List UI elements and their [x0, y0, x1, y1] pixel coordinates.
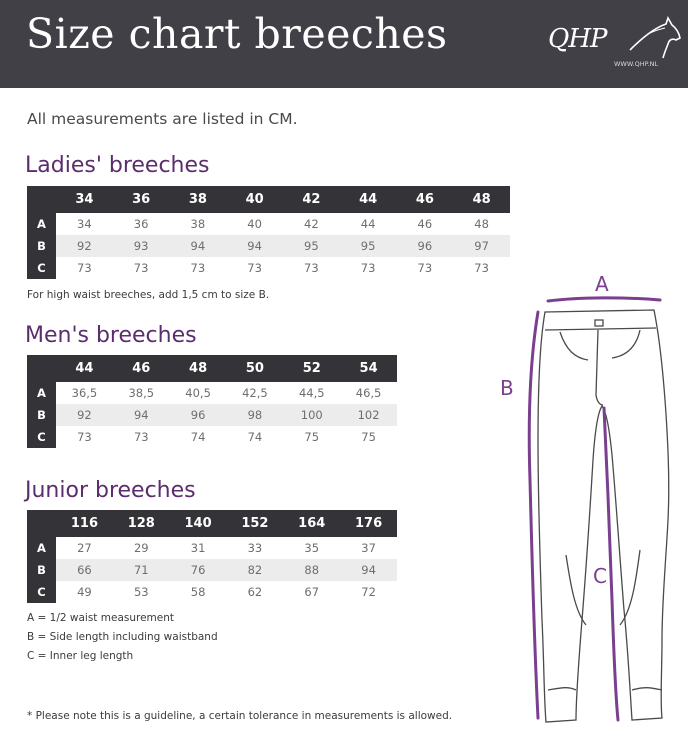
measurement-cell: 31: [190, 541, 206, 555]
measurement-cell: 38,5: [128, 386, 155, 400]
right-pocket: [612, 330, 640, 358]
knee-patch-right: [620, 550, 640, 625]
measurement-cell: 67: [304, 585, 320, 599]
measurement-cell: 53: [133, 585, 149, 599]
measurement-cell: 27: [77, 541, 92, 555]
header-corner-cell: [27, 186, 56, 213]
measurement-cell: 73: [247, 261, 262, 275]
measurement-cell: 40: [247, 217, 262, 231]
measurement-cell: 94: [340, 559, 397, 581]
size-header-cell: 116: [56, 510, 113, 537]
measurement-cell: 92: [56, 235, 113, 257]
diagram-label-b: B: [500, 376, 514, 400]
intro-text: All measurements are listed in CM.: [27, 110, 298, 128]
measurement-cell: 73: [190, 261, 206, 275]
breeches-outline: [538, 310, 669, 722]
size-header-cell: 46: [113, 355, 170, 382]
mens-section-title: Men's breeches: [25, 323, 197, 348]
ladies-size-table: [27, 186, 510, 279]
measurement-cell: 46: [417, 217, 433, 231]
measurement-cell: 71: [113, 559, 170, 581]
size-header-cell: 40: [226, 186, 283, 213]
horse-head-icon: [628, 16, 682, 60]
measurement-cell: 73: [474, 261, 489, 275]
measurement-cell: 76: [170, 559, 227, 581]
size-header-row: [27, 186, 510, 213]
page-title: Size chart breeches: [26, 10, 448, 58]
measurement-cell: 73: [304, 261, 319, 275]
measurement-row-b: [27, 404, 397, 426]
measurement-cell: 97: [453, 235, 510, 257]
measurement-row-c: [27, 426, 397, 448]
size-header-cell: 46: [397, 186, 454, 213]
diagram-label-c: C: [593, 564, 607, 588]
measurement-cell: 44,5: [298, 386, 325, 400]
row-label: B: [27, 559, 56, 581]
measurement-cell: 82: [227, 559, 284, 581]
diagram-label-a: A: [595, 272, 609, 296]
waistband-line: [545, 328, 656, 330]
header-corner-cell: [27, 355, 56, 382]
size-header-cell: 36: [113, 186, 170, 213]
fly-seam: [596, 330, 603, 405]
measurement-cell: 98: [227, 404, 284, 426]
cuff-left: [548, 688, 576, 690]
size-header-cell: 128: [113, 510, 170, 537]
measurement-row-b: [27, 235, 510, 257]
measurement-cell: 73: [133, 430, 149, 444]
junior-size-table: [27, 510, 397, 603]
measurement-row-b: [27, 559, 397, 581]
logo-url: WWW.QHP.NL: [614, 60, 659, 68]
measurement-cell: 88: [283, 559, 340, 581]
measurement-cell: 94: [226, 235, 283, 257]
measurement-row-a: [27, 382, 397, 404]
measurement-cell: 92: [56, 404, 113, 426]
row-label: B: [27, 404, 56, 426]
measurement-cell: 73: [133, 261, 149, 275]
measurement-cell: 96: [397, 235, 454, 257]
measurement-cell: 74: [247, 430, 263, 444]
measurement-cell: 93: [113, 235, 170, 257]
measurement-cell: 94: [170, 235, 227, 257]
measurement-cell: 94: [113, 404, 170, 426]
size-header-cell: 34: [56, 186, 113, 213]
measurement-cell: 49: [77, 585, 92, 599]
measure-line-a: [548, 298, 660, 301]
measurement-cell: 33: [247, 541, 263, 555]
left-pocket: [560, 332, 588, 360]
measurement-row-a: [27, 537, 397, 559]
measurement-cell: 95: [340, 235, 397, 257]
size-header-cell: 152: [227, 510, 284, 537]
waist-button-icon: [595, 320, 603, 326]
measurement-cell: 73: [360, 261, 376, 275]
size-header-cell: 48: [453, 186, 510, 213]
measurement-cell: 40,5: [185, 386, 211, 400]
legend-c: C = Inner leg length: [27, 650, 134, 662]
size-header-row: [27, 510, 397, 537]
measurement-cell: 29: [133, 541, 149, 555]
measurement-cell: 38: [190, 217, 206, 231]
row-label: B: [27, 235, 56, 257]
ladies-section-title: Ladies' breeches: [25, 153, 210, 178]
size-header-cell: 42: [283, 186, 340, 213]
measure-line-b: [529, 312, 538, 718]
measurement-cell: 46,5: [355, 386, 382, 400]
legend-b: B = Side length including waistband: [27, 631, 218, 643]
row-label: A: [27, 537, 56, 559]
measurement-cell: 36: [133, 217, 149, 231]
measurement-cell: 58: [190, 585, 206, 599]
mens-size-table: [27, 355, 397, 448]
measurement-cell: 37: [361, 541, 376, 555]
measurement-cell: 102: [340, 404, 397, 426]
measurement-cell: 73: [417, 261, 433, 275]
measurement-cell: 62: [247, 585, 263, 599]
measurement-row-a: [27, 213, 510, 235]
measurement-cell: 72: [361, 585, 376, 599]
size-header-cell: 54: [340, 355, 397, 382]
measurement-cell: 74: [190, 430, 206, 444]
size-header-row: [27, 355, 397, 382]
cuff-right: [632, 688, 662, 690]
qhp-logo: [548, 16, 680, 76]
measurement-cell: 95: [283, 235, 340, 257]
size-header-cell: 52: [283, 355, 340, 382]
measurement-cell: 42,5: [242, 386, 268, 400]
row-label: C: [27, 581, 56, 603]
disclaimer: * Please note this is a guideline, a certain tolerance in measurements is allowed.: [27, 710, 453, 722]
measurement-cell: 73: [77, 430, 92, 444]
measurement-cell: 34: [77, 217, 92, 231]
size-header-cell: 38: [170, 186, 227, 213]
header-banner: [0, 0, 688, 88]
size-header-cell: 164: [283, 510, 340, 537]
size-header-cell: 48: [170, 355, 227, 382]
row-label: C: [27, 257, 56, 279]
measurement-cell: 48: [474, 217, 489, 231]
measurement-row-c: [27, 257, 510, 279]
row-label: C: [27, 426, 56, 448]
measurement-cell: 73: [77, 261, 92, 275]
breeches-diagram: [490, 266, 686, 746]
row-label: A: [27, 213, 56, 235]
measurement-cell: 75: [304, 430, 320, 444]
row-label: A: [27, 382, 56, 404]
size-header-cell: 140: [170, 510, 227, 537]
measurement-cell: 75: [361, 430, 376, 444]
measurement-cell: 42: [304, 217, 319, 231]
junior-section-title: Junior breeches: [25, 478, 196, 503]
legend-a: A = 1/2 waist measurement: [27, 612, 175, 624]
measurement-cell: 100: [283, 404, 340, 426]
measurement-row-c: [27, 581, 397, 603]
size-header-cell: 50: [227, 355, 284, 382]
size-header-cell: 176: [340, 510, 397, 537]
high-waist-note: For high waist breeches, add 1,5 cm to size B.: [27, 289, 270, 301]
header-corner-cell: [27, 510, 56, 537]
measurement-cell: 35: [304, 541, 320, 555]
measurement-cell: 96: [170, 404, 227, 426]
size-header-cell: 44: [56, 355, 113, 382]
logo-text: QHP: [548, 24, 607, 54]
measurement-cell: 36,5: [71, 386, 98, 400]
size-header-cell: 44: [340, 186, 397, 213]
measurement-cell: 66: [56, 559, 113, 581]
measurement-cell: 44: [360, 217, 376, 231]
